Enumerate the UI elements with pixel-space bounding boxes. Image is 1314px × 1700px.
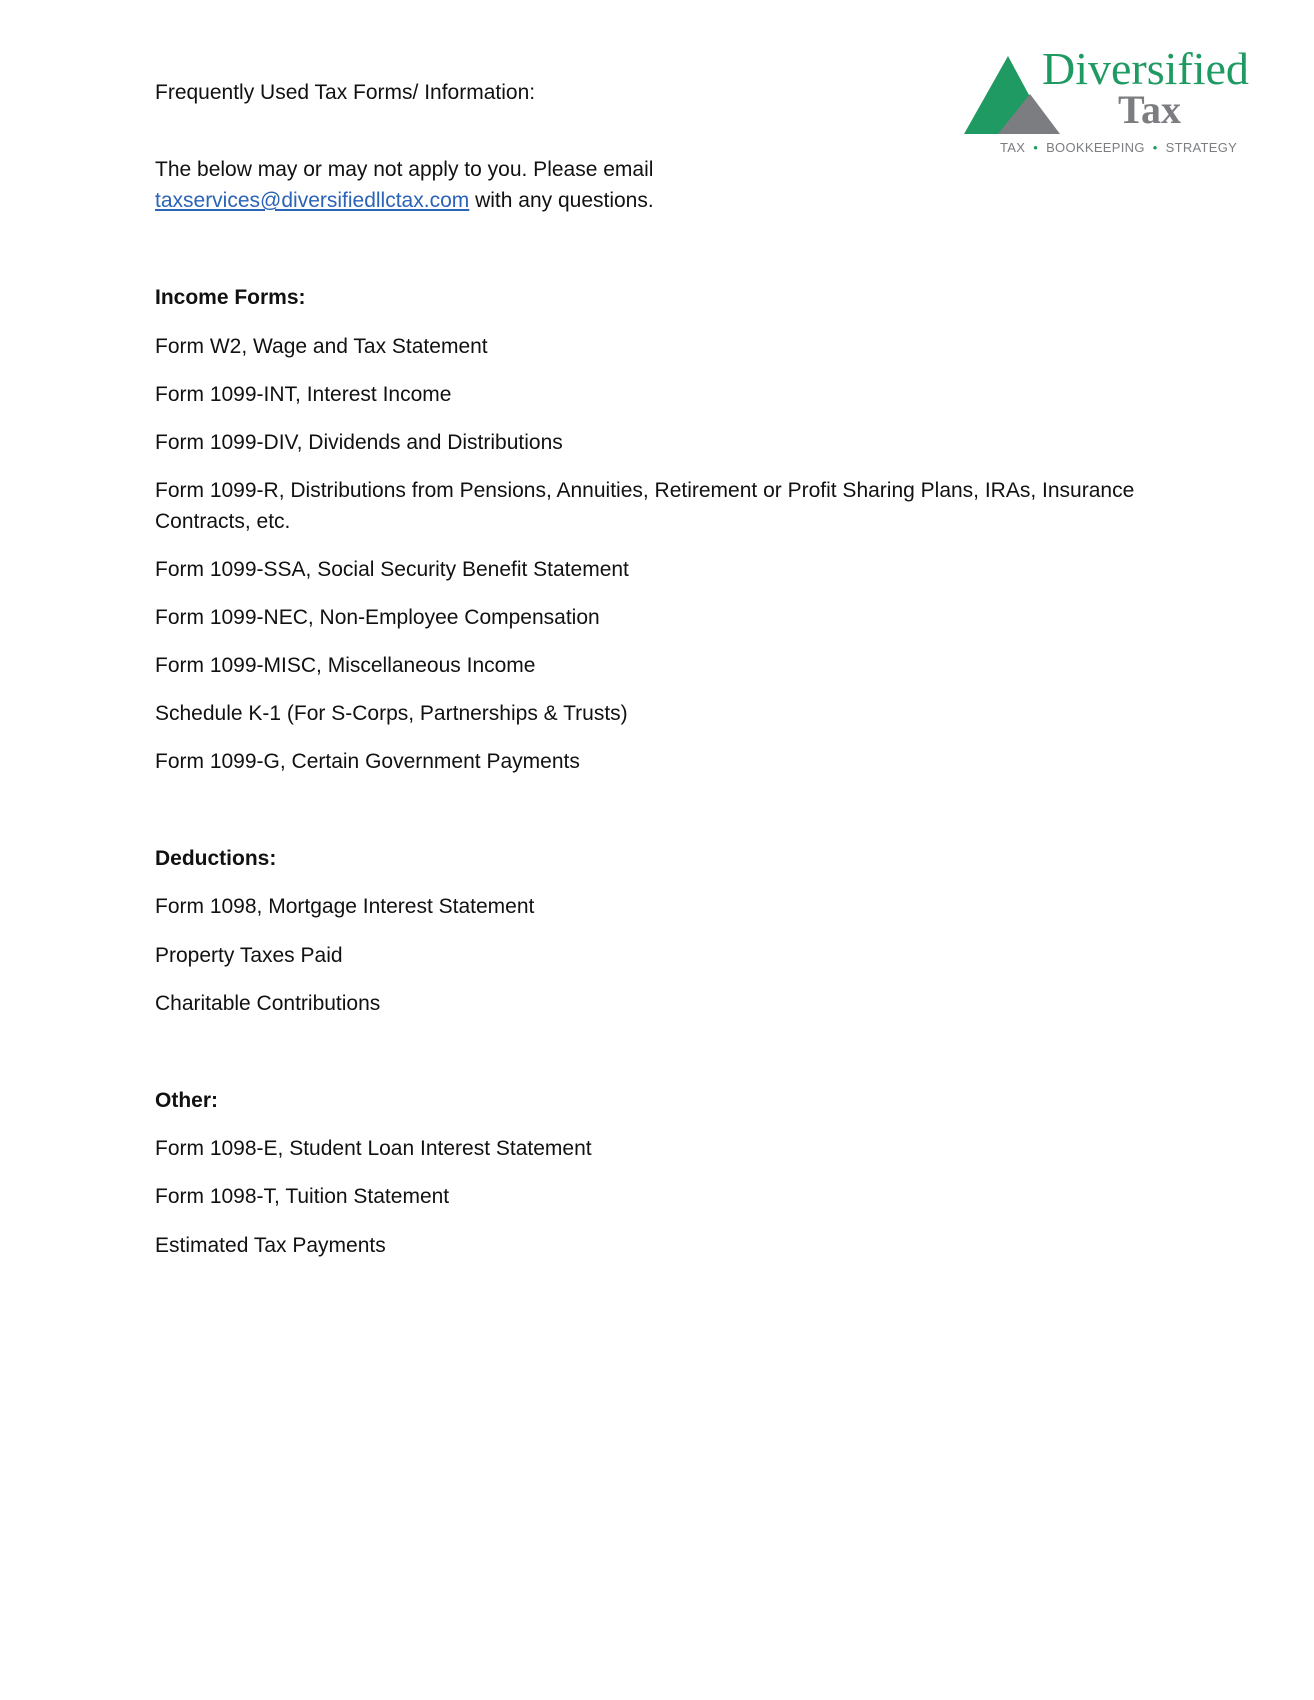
logo-word-diversified: Diversified (1042, 43, 1249, 94)
list-item: Form 1098-E, Student Loan Interest Statement (155, 1137, 592, 1160)
email-link[interactable]: taxservices@diversifiedllctax.com (155, 189, 470, 212)
list-item: Form 1098, Mortgage Interest Statement (155, 895, 535, 918)
tagline-dot-icon: • (1033, 140, 1039, 155)
list-item: Estimated Tax Payments (155, 1234, 386, 1257)
tagline-tax: TAX (1000, 140, 1026, 155)
list-item: Form 1099-NEC, Non-Employee Compensation (155, 606, 600, 629)
list-item: Form 1099-SSA, Social Security Benefit Statement (155, 558, 629, 581)
tagline-strategy: STRATEGY (1165, 140, 1238, 155)
tagline-bookkeeping: BOOKKEEPING (1046, 140, 1145, 155)
intro-line-1: The below may or may not apply to you. Please email (155, 158, 654, 181)
list-item: Schedule K-1 (For S-Corps, Partnerships & Trusts) (155, 702, 628, 725)
list-item: Form 1098-T, Tuition Statement (155, 1185, 450, 1208)
list-item: Charitable Contributions (155, 992, 381, 1015)
diversified-tax-logo (960, 43, 1280, 158)
section-heading-other: Other: (155, 1089, 218, 1112)
list-item: Form 1099-DIV, Dividends and Distributions (155, 431, 563, 454)
list-item: Form W2, Wage and Tax Statement (155, 335, 488, 358)
logo-tagline (1000, 140, 1237, 155)
logo-word-tax: Tax (1118, 87, 1182, 132)
list-item: Form 1099-G, Certain Government Payments (155, 750, 580, 773)
list-item: Form 1099-MISC, Miscellaneous Income (155, 654, 536, 677)
section-heading-deductions: Deductions: (155, 847, 277, 870)
list-item: Property Taxes Paid (155, 944, 343, 967)
list-item: Form 1099-R, Distributions from Pensions, Annuities, Retirement or Profit Sharing Plans, IRAs, Insurance Contracts, etc. (155, 479, 1135, 533)
document-title: Frequently Used Tax Forms/ Information: (155, 81, 536, 104)
section-heading-income: Income Forms: (155, 286, 306, 309)
list-item: Form 1099-INT, Interest Income (155, 383, 452, 406)
intro-line-2 (155, 185, 654, 216)
tagline-dot-icon: • (1152, 140, 1158, 155)
intro-suffix: with any questions. (469, 189, 654, 212)
